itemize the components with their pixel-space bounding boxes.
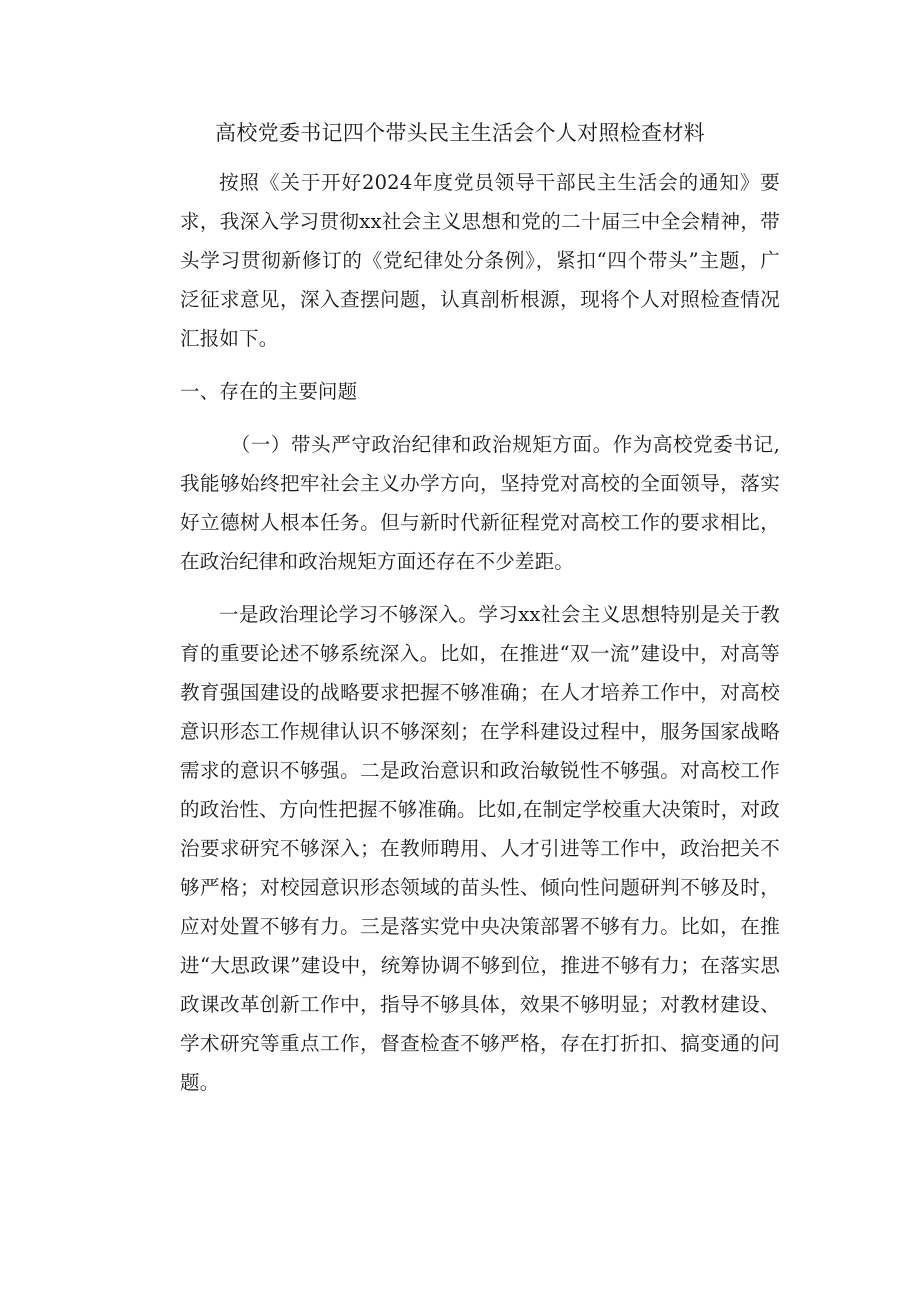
detail-paragraph: 一是政治理论学习不够深入。学习xx社会主义思想特别是关于教育的重要论述不够系统深入。比如，在推进“双一流”建设中，对高等教育强国建设的战略要求把握不够准确；在人才培养工作中，对高校意识形态工作规律认识不够深刻；在学科建设过程中，服务国家战略需求的意识不够强。二是政治意识和政治敏锐性不够强。对高校工作的政治性、方向性把握不够准确。比如,在制定学校重大决策时，对政治要求研究不够深入；在教师聘用、人才引进等工作中，政治把关不够严格；对校园意识形态领域的苗头性、倾向性问题研判不够及时，应对处置不够有力。三是落实党中央决策部署不够有力。比如，在推进“大思政课”建设中，统筹协调不够到位，推进不够有力；在落实思政课改革创新工作中，指导不够具体，效果不够明显；对教材建设、学术研究等重点工作，督查检查不够严格，存在打折扣、搞变通的问题。	[180, 603, 780, 1094]
intro-paragraph: 按照《关于开好2024年度党员领导干部民主生活会的通知》要求，我深入学习贯彻xx社会主义思想和党的二十届三中全会精神，带头学习贯彻新修订的《党纪律处分条例》，紧扣“四个带头”主题，广泛征求意见，深入查摆问题，认真剖析根源，现将个人对照检查情况汇报如下。	[180, 171, 780, 350]
document-title: 高校党委书记四个带头民主生活会个人对照检查材料	[215, 121, 705, 145]
subsection-paragraph: （一）带头严守政治纪律和政治规矩方面。作为高校党委书记,我能够始终把牢社会主义办学方向，坚持党对高校的全面领导，落实好立德树人根本任务。但与新时代新征程党对高校工作的要求相比，在政治纪律和政治规矩方面还存在不少差距。	[180, 433, 780, 573]
section-heading: 一、存在的主要问题	[180, 380, 358, 403]
document-body	[180, 163, 780, 1102]
